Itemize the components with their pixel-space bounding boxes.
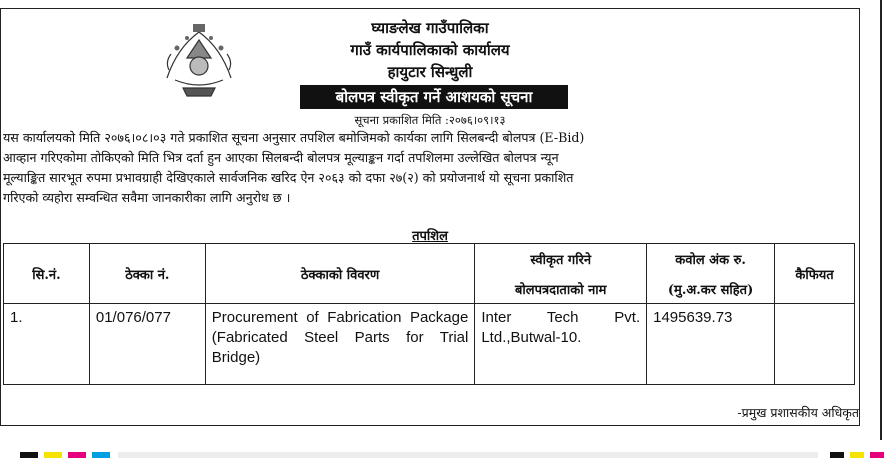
- header-bidder-top: स्वीकृत गरिने: [530, 252, 592, 268]
- color-swatch-yellow-right: [850, 452, 864, 458]
- color-bar: [0, 452, 889, 458]
- header-amount: [647, 244, 775, 304]
- contract-table: [3, 243, 855, 385]
- body-line: आव्हान गरिएकोमा तोकिएको मिति भित्र दर्ता हुन आएका सिलबन्दी बोलपत्र मूल्याङ्कन गर्दा तपशिलमा उल्लेखित बोलपत्र न्यून: [3, 150, 559, 165]
- table-header-row: [4, 244, 855, 304]
- notice-body: [3, 128, 855, 208]
- table-title: तपशिल: [412, 229, 448, 244]
- header-amount-bottom: (मु.अ.कर सहित): [667, 282, 754, 298]
- header-sn: सि.नं.: [4, 244, 90, 304]
- office-name: गाउँ कार्यपालिकाको कार्यालय: [350, 41, 510, 59]
- notice-title-banner: बोलपत्र स्वीकृत गर्ने आशयको सूचना: [300, 85, 568, 109]
- color-swatch-cyan: [92, 452, 110, 458]
- body-line: मूल्याङ्कित सारभूत रुपमा प्रभावग्राही देखिएकाले सार्वजनिक खरिद ऐन २०६३ को दफा २७(२) को प्रयोजनार्थ यो सूचना प्रकाशित: [3, 170, 574, 185]
- color-swatch-black: [20, 452, 38, 458]
- color-swatch-yellow: [44, 452, 62, 458]
- publish-date: सूचना प्रकाशित मिति :२०७६।०९।१३: [354, 113, 506, 127]
- cell-contract-no: 01/076/077: [89, 304, 205, 385]
- table-row: [4, 304, 855, 385]
- color-swatch-magenta: [68, 452, 86, 458]
- cell-description: Procurement of Fabrication Package (Fabricated Steel Parts for Trial Bridge): [205, 304, 475, 385]
- header-amount-top: कवोल अंक रु.: [675, 252, 746, 268]
- municipality-name: घ्याङलेख गाउँपालिका: [371, 19, 489, 37]
- body-line: यस कार्यालयको मिति २०७६।०८।०३ गते प्रकाशित सूचना अनुसार तपशिल बमोजिमको कार्यका लागि सिलबन्दी बोलपत्र (E-Bid): [3, 130, 585, 145]
- page-edge-line: [880, 0, 882, 440]
- office-location: हायुटार सिन्धुली: [387, 63, 473, 81]
- cell-amount: 1495639.73: [647, 304, 775, 385]
- header-description: ठेक्काको विवरण: [205, 244, 475, 304]
- header-contract-no: ठेक्का नं.: [89, 244, 205, 304]
- color-swatch-gray: [118, 452, 818, 458]
- header-bidder-bottom: बोलपत्रदाताको नाम: [515, 282, 607, 298]
- cell-sn: 1.: [4, 304, 90, 385]
- signature-line: -प्रमुख प्रशासकीय अधिकृत: [737, 405, 859, 420]
- color-swatch-magenta-right: [870, 452, 884, 458]
- color-swatch-black-right: [830, 452, 844, 458]
- header-remarks: कैफियत: [775, 244, 855, 304]
- body-line: गरिएको व्यहोरा सम्वन्धित सवैमा जानकारीका लागि अनुरोध छ ।: [3, 190, 291, 205]
- cell-bidder: Inter Tech Pvt. Ltd.,Butwal-10.: [475, 304, 647, 385]
- header-bidder: [475, 244, 647, 304]
- cell-remarks: [775, 304, 855, 385]
